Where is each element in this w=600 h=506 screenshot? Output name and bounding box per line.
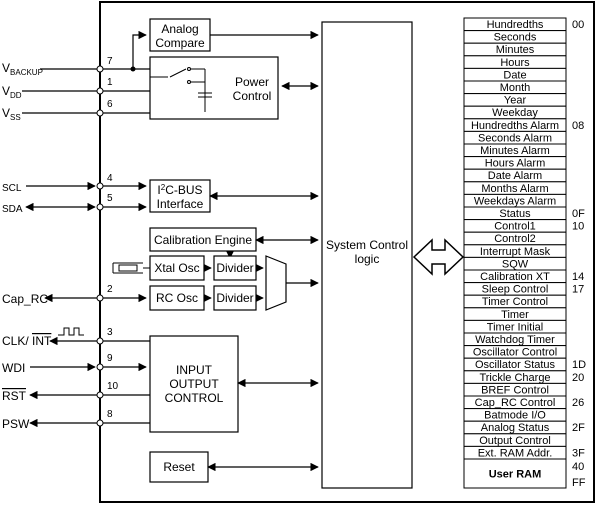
io-control-block — [150, 336, 238, 432]
register-name: SQW — [501, 258, 529, 271]
register-row — [464, 81, 566, 94]
divider-bottom-block — [214, 286, 256, 310]
pin-cap-rc — [2, 284, 113, 306]
register-name: Timer Control — [481, 296, 549, 309]
register-name: Batmode I/O — [484, 409, 546, 422]
register-name: Minutes Alarm — [480, 145, 550, 157]
register-row — [464, 18, 584, 31]
register-row — [464, 257, 566, 270]
pin-rst — [2, 381, 119, 403]
user-ram — [464, 459, 586, 489]
register-row — [464, 320, 566, 333]
pin-vss — [2, 99, 113, 122]
register-row — [464, 31, 566, 44]
register-name: Cap_RC Control — [474, 397, 556, 409]
svg-text:VBACKUP — [2, 61, 43, 77]
register-name: Hours Alarm — [484, 157, 546, 170]
divider-top-label: Divider — [216, 261, 254, 275]
register-name: Timer — [501, 308, 529, 321]
user-ram-addr-end: FF — [572, 477, 586, 489]
register-name: Status — [499, 208, 531, 220]
io-control-line3: CONTROL — [164, 391, 224, 405]
register-address: 14 — [572, 271, 585, 283]
register-name: Months Alarm — [481, 182, 549, 195]
register-row — [464, 144, 566, 157]
calibration-engine-label: Calibration Engine — [153, 233, 253, 247]
register-row — [464, 358, 586, 371]
pin-cap-rc-num: 2 — [107, 284, 113, 295]
register-row — [464, 169, 566, 182]
pin-vss-label: V — [2, 106, 11, 120]
pin-wdi-label: WDI — [2, 361, 26, 375]
register-name: Weekdays Alarm — [473, 195, 557, 208]
user-ram-label: User RAM — [488, 468, 542, 481]
pin-vdd — [2, 77, 113, 100]
svg-text:CLK/ INT — [2, 334, 52, 348]
analog-compare-block — [150, 19, 210, 51]
pin-scl-label: SCL — [2, 183, 22, 194]
register-row — [464, 421, 585, 434]
register-row — [464, 94, 566, 107]
register-address: 08 — [572, 119, 585, 132]
register-name: Seconds — [493, 31, 537, 44]
register-row — [464, 346, 566, 359]
register-row — [464, 220, 584, 233]
register-row — [464, 207, 585, 220]
xtal-osc-block — [150, 256, 204, 280]
pin-rst-label: RST — [2, 389, 26, 403]
crystal-icon — [113, 263, 150, 273]
register-name: Analog Status — [480, 422, 550, 435]
register-name: Interrupt Mask — [479, 245, 551, 258]
pin-wdi — [2, 353, 113, 375]
register-name: Calibration XT — [480, 271, 550, 283]
i2c-label-rest: C-BUS — [165, 183, 203, 197]
register-address: 17 — [572, 283, 585, 296]
register-row — [464, 194, 566, 207]
pin-psw-label: PSW — [2, 417, 30, 431]
pin-psw — [2, 409, 113, 431]
register-row — [464, 446, 585, 459]
register-name: Hours — [500, 56, 530, 69]
divider-bottom-label: Divider — [216, 291, 254, 305]
register-address: 20 — [572, 371, 585, 384]
register-name: Watchdog Timer — [475, 334, 555, 346]
register-name: Date Alarm — [487, 170, 543, 183]
register-name: Oscillator Control — [472, 346, 558, 359]
pin-vss-sub: SS — [10, 113, 21, 122]
i2c-label-line2: Interface — [156, 197, 204, 211]
register-name: Hundredths — [486, 19, 544, 31]
power-control-block — [150, 57, 278, 119]
i2c-label-main: I — [157, 183, 161, 197]
register-name: Year — [503, 94, 527, 107]
pin-vbackup-sub: BACKUP — [10, 68, 43, 77]
io-control-line2: OUTPUT — [169, 377, 219, 391]
xtal-osc-label: Xtal Osc — [154, 261, 200, 275]
pin-scl — [2, 173, 113, 194]
register-name: Weekday — [492, 107, 538, 120]
register-map — [464, 18, 586, 489]
register-row — [464, 182, 566, 195]
register-row — [464, 308, 566, 321]
register-row — [464, 68, 566, 81]
pin-vdd-label: V — [2, 84, 11, 98]
pin-wdi-num: 9 — [107, 353, 113, 364]
rc-osc-label: RC Osc — [156, 291, 198, 305]
pin-vbackup-num: 7 — [107, 56, 113, 67]
analog-compare-line1: Analog — [161, 22, 199, 36]
register-name: BREF Control — [481, 384, 549, 397]
pin-clk-label: CLK/ — [2, 334, 33, 348]
pin-vdd-sub: DD — [10, 91, 22, 100]
user-ram-addr-start: 40 — [572, 461, 585, 473]
register-name: Control2 — [494, 233, 536, 246]
reset-label: Reset — [163, 460, 195, 474]
register-name: Seconds Alarm — [478, 132, 552, 145]
system-control-block — [322, 22, 412, 488]
pin-int-overbar: INT — [32, 334, 52, 348]
register-address: 26 — [572, 397, 585, 409]
register-name: Date — [503, 69, 527, 82]
analog-compare-line2: Compare — [155, 36, 205, 50]
register-name: Control1 — [494, 220, 536, 233]
svg-text:VSS — [2, 106, 21, 122]
register-row — [464, 333, 566, 346]
power-control-line2: Control — [232, 89, 272, 103]
pin-sda-label: SDA — [2, 204, 23, 215]
pin-sda-num: 5 — [107, 193, 113, 204]
register-name: Month — [499, 82, 531, 94]
register-name: Ext. RAM Addr. — [477, 447, 553, 460]
register-row — [464, 106, 566, 119]
pin-vbackup — [2, 56, 113, 77]
system-control-line1: System Control — [325, 238, 409, 252]
pin-psw-num: 8 — [107, 409, 113, 420]
register-address: 3F — [572, 447, 585, 460]
square-wave-icon — [58, 328, 84, 335]
reset-block — [150, 452, 208, 482]
rc-osc-block — [150, 286, 204, 310]
register-row — [464, 409, 566, 422]
register-row — [464, 157, 566, 170]
register-address: 2F — [572, 422, 585, 435]
power-control-line1: Power — [234, 75, 270, 89]
pin-cap-rc-label: Cap_RC — [2, 292, 49, 306]
register-name: Timer Initial — [486, 321, 544, 334]
pin-sda — [2, 193, 113, 215]
i2c-label-sup: 2 — [160, 183, 166, 192]
register-row — [464, 383, 566, 396]
register-name: Trickle Charge — [479, 371, 551, 384]
register-address: 10 — [572, 220, 585, 233]
register-row — [464, 396, 584, 409]
pin-clk-num: 3 — [107, 327, 113, 338]
register-row — [464, 119, 584, 132]
bus-double-arrow — [414, 240, 463, 274]
register-row — [464, 245, 566, 258]
register-row — [464, 283, 584, 296]
calibration-engine-block — [150, 228, 256, 251]
svg-text:VDD — [2, 84, 22, 100]
register-address: 00 — [572, 19, 585, 31]
register-name: Oscillator Status — [474, 359, 556, 372]
i2c-interface-block — [150, 180, 210, 212]
register-row — [464, 371, 584, 384]
pin-vbackup-label: V — [2, 61, 11, 75]
register-row — [464, 434, 566, 447]
register-row — [464, 131, 566, 144]
io-control-line1: INPUT — [176, 363, 212, 377]
register-row — [464, 270, 584, 283]
register-row — [464, 43, 566, 56]
system-control-line2: logic — [354, 252, 380, 266]
register-name: Hundredths Alarm — [470, 119, 560, 132]
pin-clk-int — [2, 327, 113, 348]
pin-vss-num: 6 — [107, 99, 113, 110]
clock-mux — [266, 256, 286, 310]
register-name: Sleep Control — [481, 283, 549, 296]
register-row — [464, 295, 566, 308]
register-row — [464, 56, 566, 69]
register-address: 1D — [572, 359, 587, 372]
register-name: Output Control — [479, 434, 551, 447]
register-name: Minutes — [495, 44, 535, 57]
register-row — [464, 232, 566, 245]
pin-scl-num: 4 — [107, 173, 113, 184]
pin-rst-num: 10 — [107, 381, 119, 392]
divider-top-block — [214, 256, 256, 280]
register-address: 0F — [572, 208, 585, 220]
pin-vdd-num: 1 — [107, 77, 113, 88]
